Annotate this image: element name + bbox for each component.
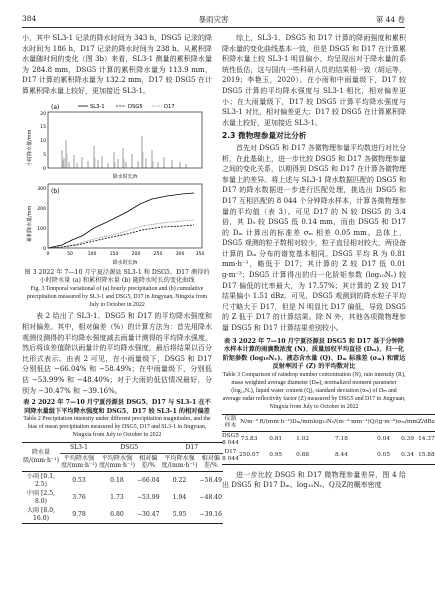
t2-sub: 平均降水强度/(mm·h⁻¹) [98, 454, 135, 470]
table-3: 仪器样本 N/m⁻³ R/(mm·h⁻¹) Dₘ/mm log₁₀Nᵥ/(m⁻³·mm⁻¹) Q/(g·m⁻³) σₘ/mm Z/dBz DSG5 8 044 73.83 0.81 1.02 7.18 0.04 0.39 14.37 D17 8 044 250.07 0.95 0.88 8.44 0.05 0.34 15.88 [222, 414, 435, 465]
table2-caption-en: Table 2 Precipitation intensity under different precipitation magnitudes, and the bias of mean precipitation measured by DSG5, D17 and SL3-1 in Jingyuan, Ningxia from July to October in 2022 [23, 416, 211, 439]
svg-text:0: 0 [46, 251, 50, 257]
curve-d17 [48, 220, 194, 248]
right-column [222, 33, 435, 491]
legend-sl31: SL3-1 [90, 103, 105, 110]
panel-a-yticks [40, 111, 46, 172]
svg-text:350: 350 [195, 251, 205, 257]
panel-b-ylabel: 累积降水量/mm [27, 205, 33, 242]
legend-d17: D17 [164, 103, 175, 110]
fig-legend [78, 104, 175, 110]
legend-dsg5: DSG5 [128, 103, 143, 110]
panel-b-yticks [37, 186, 46, 252]
issue-number: 第 44 卷 [375, 15, 405, 24]
left-paragraph-1: 小，其中 SL3-1 记录的降水时间为 343 h，DSG5 记录的降水时间为 186 h，D17 记录的降水时间为 238 h。从累积降水量随时间的变化（图 3b）来看，SL3-1 测量的累积降水量为 284.8 mm，DSG5 计算的累积降水量为 113.9 mm，D17 计算的累积降水量为 132.2 mm，D17 较 DSG5 在计算累积降水量上较好，更加接近 SL3-1。 [22, 34, 212, 95]
right-paragraph-3: 进一步比较 DSG5 和 D17 微物理参量差异，图 4 给出 DSG5 和 D17 Dₘ、log₁₀Nᵥ、Q及Z的概率密度 [222, 470, 406, 490]
svg-text:150: 150 [109, 251, 119, 257]
t2-sub: 平均降水强度/(mm·h⁻¹) [161, 454, 198, 470]
table-row: 小雨 [0.1, 2.5) 0.53 0.18 −66.04 0.22 −58.49 [26, 472, 223, 488]
svg-text:300: 300 [37, 186, 46, 192]
table-row: D17 8 044 250.07 0.95 0.88 8.44 0.05 0.34 15.88 [222, 448, 435, 465]
table-row: DSG5 8 044 73.83 0.81 1.02 7.18 0.04 0.39 14.37 [222, 432, 435, 446]
t2-group-d17: D17 [161, 443, 224, 454]
page-number: 384 [22, 14, 37, 23]
svg-text:200: 200 [37, 206, 46, 212]
panel-b-xlabel: 降水时长/h [112, 259, 138, 266]
table3-caption-cn: 表 3 2022 年 7—10 月宁夏泾源县 DSG5 和 D17 基于分钟降水样本计算的雨滴数浓度 (N)、质量加权平均直径 (Dₘ)、归一化阶矩参数 (log₁₀Nᵥ)、液态含水量 (Q)、Dₘ 标准差 (σₘ) 和雷达反射率因子 (Z) 的平均数对比 [222, 337, 406, 371]
t2-rowhead: 降水量级/(mm·h⁻¹) [22, 443, 60, 472]
curve-sl31 [48, 193, 194, 248]
svg-text:15: 15 [40, 124, 46, 130]
panel-a-ylabel: 小时降水量/mm [27, 129, 33, 166]
svg-text:20: 20 [40, 111, 46, 117]
figure-3 [22, 100, 212, 268]
table3-caption-en: Table 3 Comparison of raindrop number concentration (N), rain intensity (R), mass weighted average diameter (Dₘ), normalized moment parameter (log₁₀Nᵥ), liquid water content (Q), standard deviation (σₘ) of Dₘ and average radar reflectivity factor (Z) measured by DSG5 and D17 in Jingyuan, Ningxia from July to October in 2022 [222, 372, 406, 410]
fig3-caption-cn: 图 3 2022 年 7—10 月宁夏泾源县 SL3-1 和 DSG5、D17 测得的小时降水量 (a) 和累积降水量 (b) 随降水时长的变化曲线 [24, 268, 210, 285]
svg-text:100: 100 [87, 251, 97, 257]
fig3-caption-en: Fig. 3 Temporal variational of (a) hourly precipitation and (b) cumulative precipitation measured by SL3-1 and DSG5, D17 in Jingyuan, Ningxia from July to October in 2022 [26, 285, 208, 308]
table-row: 中雨 [2.5, 8.0) 3.76 1.73 −53.99 1.94 −48.40 [26, 490, 223, 505]
t2-group-sl31: SL3-1 [60, 443, 98, 454]
svg-text:50: 50 [67, 251, 73, 257]
t2-sub: 相对偏差/% [139, 454, 158, 470]
panel-b-xticks [47, 251, 205, 257]
t2-group-dsg5: DSG5 [98, 443, 161, 454]
table-2 [22, 442, 223, 524]
fig-panel-a-label: (a) [51, 103, 60, 111]
fig-panel-b-label: (b) [51, 187, 60, 195]
svg-text:250: 250 [153, 251, 163, 257]
curve-dsg5 [48, 225, 194, 248]
left-column [22, 33, 223, 524]
table-row: 大雨 [8.0, 16.0) 9.78 6.80 −30.47 5.95 −39.16 [22, 506, 223, 524]
t2-sub: 平均降水强度/(mm·h⁻¹) [60, 454, 97, 470]
right-paragraph-1: 综上，SL3-1、DSG5 和 D17 计算的降雨强度和累积降水量的变化曲线基本一致，但是 DSG5 和 D17 在计算累积降水量上较 SL3-1 明显偏小，均呈现出对于降水量的系统性低估，这与国内一些科研人员的结果相一致（胡运等，2019；李艳玉，2020）。在小雨和中雨量级下，D17 较 DSG5 计算的平均降水强度与 SL3-1 相比，相对偏差更小；在大雨量级下，D17 较 DSG5 计算平均降水强度与 SL3-1 对比，相对偏差更大；D17 较 DSG5 在计算累积降水量上较好，更加接近 SL3-1。 [222, 34, 406, 127]
panel-b-frame [48, 184, 202, 248]
panel-a-frame [48, 112, 202, 168]
svg-text:200: 200 [131, 251, 141, 257]
svg-text:100: 100 [37, 226, 46, 232]
running-header [22, 14, 405, 26]
left-paragraph-2: 表 2 给出了 SL3-1、DSG5 和 D17 的平均降水强度和相对偏差。其中，相对偏差（%）的计算方法为：首先用降水观测仪测得的平均降水强度减去雨量计测得的平均降水强度，然后将该差值除以雨量计的平均降水强度，最后将结果以百分比形式表示。由表 2 可见，在小雨量级下，DSG5 和 D17 分别低估 −66.04% 和 −58.49%；在中雨量级下，分别低估 −53.99% 和 −48.40%；对于大雨的低估情况最好，分别为 −30.47% 和 −39.16%。 [22, 312, 212, 395]
svg-text:0: 0 [43, 246, 46, 252]
svg-text:300: 300 [175, 251, 185, 257]
panel-a-xlabel: 降水时长/h [112, 173, 138, 180]
right-paragraph-2: 首先对 DSG5 和 D17 各微物理参量平均数进行对比分析，在此基础上，进一步比较 DSG5 和 D17 各微物理参量之间的变化关系，以期得到 DSG5 和 D17 在计算各微物理参量上的差异。将上述与 SL3-1 降水数据匹配的 DSG5 和 D17 的降水数据进一步进行匹配处理，挑选出 DSG5 和 D17 互相匹配的 8 044 个分钟降水样本，计算各微物理参量的平均值（表 3）。可见 D17 的 N 较 DSG5 的 3.4 倍，其 D₀ 较 DSG5 低 0.14 mm，而由 DSG5 和 D17 的 Dₘ 计算出的标准差 σₘ 相差 0.05 mm。总体上，DSG5 观测的粒子数相对较少，粒子直径相对较大，两设备计算的 Dₘ 分布的谱宽基本相同。DSG5 平均 R 为 0.81 mm·h⁻¹，略低于 D17；其计算的 Z 较 D17 低 0.01 g·m⁻³；DSG5 计算得出的归一化阶矩参数 (log₁₀Nᵥ) 较 D17 偏低的比率最大，为 17.57%；其计算的 Z 较 D17 结果偏小 1.51 dBz。可见，DSG5 观测到的降水粒子平均尺寸略大于 D17，但是 N 明显比 D17 偏低，导致 DSG5 的 Z 低于 D17 的计算结果。除 N 外，其他各项微物理参量 DSG5 和 D17 计算结果差别较小。 [222, 143, 406, 333]
svg-text:5: 5 [43, 152, 46, 158]
header-rule [22, 27, 405, 28]
journal-title: 暴雨灾害 [198, 15, 229, 24]
svg-text:0: 0 [43, 166, 46, 172]
table2-caption-cn: 表 2 2022 年 7—10 月宁夏泾源县 DSG5、D17 与 SL3-1 在不同降水量级下平均降水强度和 DSG5、D17 较 SL3-1 的相对偏差 [23, 399, 211, 415]
svg-text:10: 10 [40, 138, 46, 144]
section-heading: 2.3 微物理参量对比分析 [222, 131, 307, 141]
t2-sub: 相对偏差/% [201, 454, 220, 470]
